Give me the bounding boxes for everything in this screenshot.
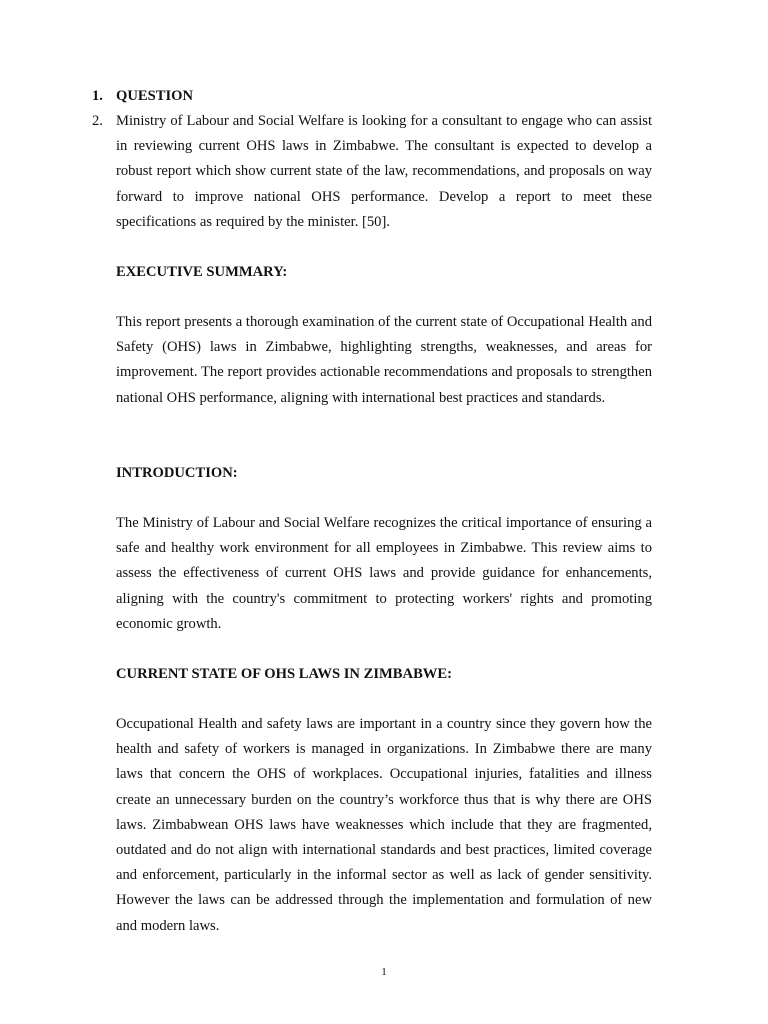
executive-summary-heading: EXECUTIVE SUMMARY:	[116, 264, 288, 280]
question-number: 1.	[92, 88, 103, 104]
page-number: 1	[381, 966, 387, 978]
question-text-number: 2.	[92, 113, 103, 129]
introduction-heading: INTRODUCTION:	[116, 465, 238, 481]
question-heading-item	[92, 84, 652, 109]
introduction-paragraph: The Ministry of Labour and Social Welfare recognizes the critical importance of ensuring a safe and healthy work environment for all employees in Zimbabwe. This review aims to assess the effectiveness of current OHS laws and provide guidance for enhancements, aligning with the country's commitment to protecting workers' rights and promoting economic growth.	[116, 515, 652, 632]
question-heading: QUESTION	[116, 88, 194, 104]
question-text-item	[92, 109, 652, 235]
current-state-paragraph: Occupational Health and safety laws are important in a country since they govern how the health and safety of workers is managed in organizations. In Zimbabwe there are many laws that concern the OHS of workplaces. Occupational injuries, fatalities and illness create an unnecessary burden on the country’s workforce thus that is why there are OHS laws. Zimbabwean OHS laws have weaknesses which include that they are fragmented, outdated and do not align with international standards and best practices, limited coverage and enforcement, particularly in the informal sector as well as lack of gender sensitivity. However the laws can be addressed through the implementation and formulation of new and modern laws.	[116, 716, 652, 934]
question-text: Ministry of Labour and Social Welfare is looking for a consultant to engage who can assist in reviewing current OHS laws in Zimbabwe. The consultant is expected to develop a robust report which show current state of the law, recommendations, and proposals on way forward to improve national OHS performance. Develop a report to meet these specifications as required by the minister. [50].	[116, 113, 652, 230]
current-state-heading: CURRENT STATE OF OHS LAWS IN ZIMBABWE:	[116, 666, 452, 682]
executive-summary-paragraph: This report presents a thorough examination of the current state of Occupational Health and Safety (OHS) laws in Zimbabwe, highlighting strengths, weaknesses, and areas for improvement. The report provides actionable recommendations and proposals to strengthen national OHS performance, aligning with international best practices and standards.	[116, 314, 652, 406]
